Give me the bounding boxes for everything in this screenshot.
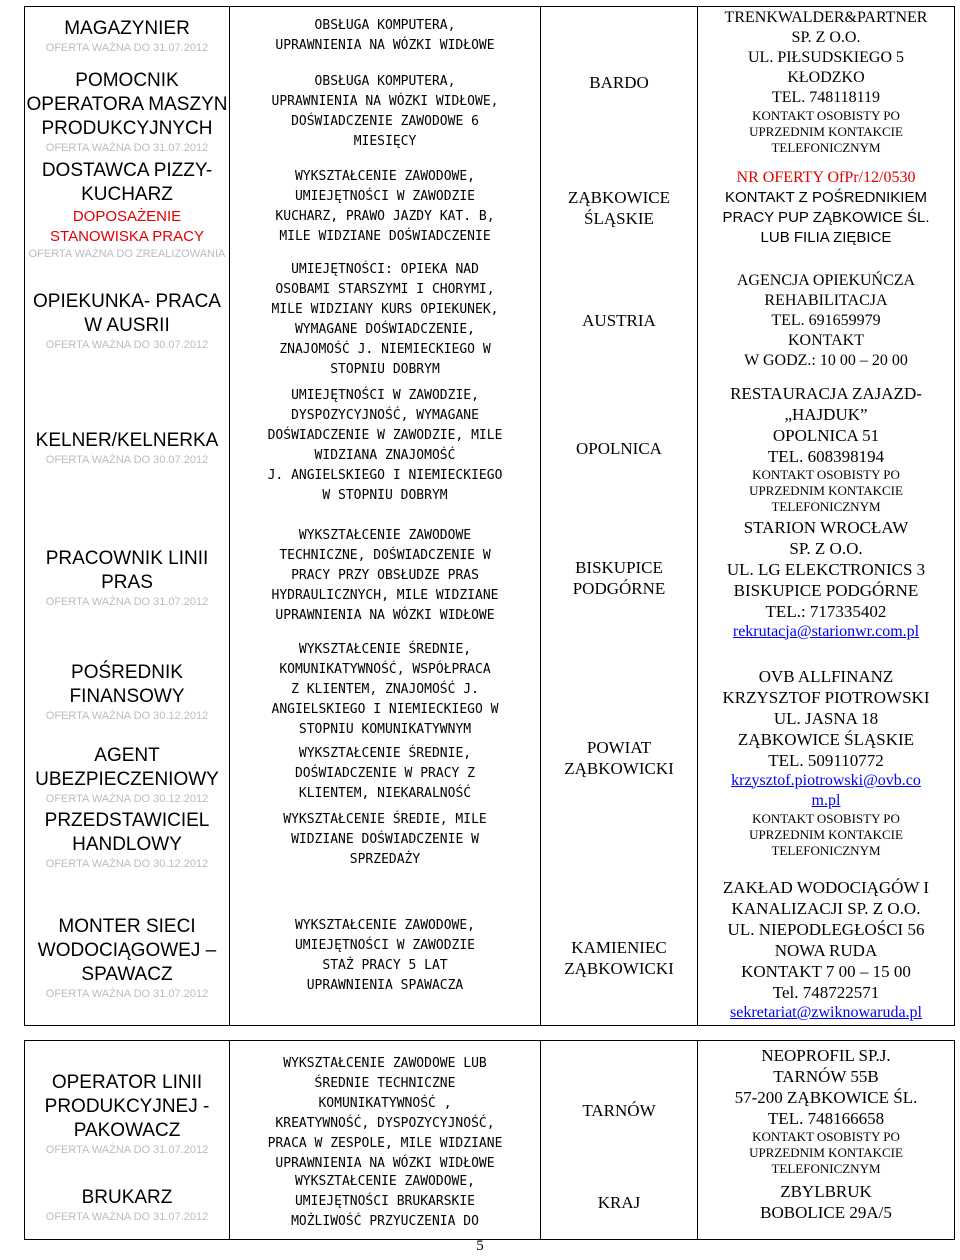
contact-line: ZĄBKOWICE ŚLĄSKIE [737,729,915,749]
job-title: KELNER/KELNERKA [35,430,219,451]
workplace-name: OPOLNICA [576,438,662,458]
contact-note: UPRZEDNIM KONTAKCIE [749,826,903,842]
requirement-line: PRACA W ZESPOLE, MILE WIDZIANE [267,1136,503,1151]
contact-note: TELEFONICZNYM [771,499,881,514]
contact-note: UPRZEDNIM KONTAKCIE [749,483,903,498]
requirements-block [230,72,540,152]
contact-neoprofil [698,1044,954,1178]
job-title-block [25,66,229,158]
requirement-line: WYKSZTAŁCENIE ŚREDNIE, [298,746,472,761]
contact-line: KONTAKT 7 00 – 15 00 [741,962,911,981]
workplace [541,70,697,94]
contact-agencja [698,270,954,372]
job-title: POMOCNIK [75,70,179,91]
requirement-line: MILE WIDZIANE DOŚWIADCZENIE [279,229,491,244]
contact-note: KONTAKT OSOBISTY PO [752,810,900,826]
contact-note: TELEFONICZNYM [771,140,881,155]
workplace-name: ZĄBKOWICE [568,188,670,207]
job-title: AGENT [94,745,160,766]
requirement-line: DOŚWIADCZENIE ZAWODOWE 6 [291,114,479,129]
requirement-line: SPRZEDAŻY [349,852,421,867]
contact-line: TEL.: 717335402 [765,601,887,621]
requirement-line: MILE WIDZIANY KURS OPIEKUNEK, [271,302,499,317]
job-title-block [25,426,229,470]
requirement-line: WIDZIANE DOŚWIADCZENIE W [291,832,479,847]
contact-line: OPOLNICA 51 [772,426,880,445]
requirement-line: KUCHARZ, PRAWO JAZDY KAT. B, [275,209,495,224]
email-link[interactable]: rekrutacja@starionwr.com.pl [732,622,920,640]
contact-line: UL. LG ELEKCTRONICS 3 [726,559,926,579]
contact-line: UL. PIŁSUDSKIEGO 5 [748,49,904,66]
workplace-name: ZĄBKOWICKI [564,759,674,778]
offer-reference-number: NR OFERTY OfPr/12/0530 [736,169,916,186]
requirement-line: STOPNIU KOMUNIKATYWNYM [298,722,472,737]
job-title-block [25,1070,229,1158]
workplace [541,1190,697,1214]
contact-line: REHABILITACJA [764,292,888,309]
job-title: WODOCIĄGOWEJ – [37,940,217,961]
job-title: OPIEKUNKA- PRACA [33,291,221,312]
contact-line: NEOPROFIL SP.J. [761,1046,891,1065]
workplace [541,556,697,600]
requirements-block [230,916,540,996]
offer-validity: OFERTA WAŻNA DO 31.07.2012 [45,1144,209,1156]
job-title-block [25,912,229,1004]
requirement-line: TECHNICZNE, DOŚWIADCZENIE W [279,548,491,563]
requirement-line: WYMAGANE DOŚWIADCZENIE, [294,322,475,337]
contact-hajduk [698,382,954,516]
contact-line: SP. Z O.O. [789,538,863,558]
job-title: KUCHARZ [81,184,173,205]
email-link[interactable]: sekretariat@zwiknowaruda.pl [730,1004,922,1021]
contact-note: TELEFONICZNYM [771,1161,881,1176]
contact-line: „HAJDUK” [784,405,868,424]
contact-line: TEL. 748118119 [771,89,881,106]
contact-line: 57-200 ZĄBKOWICE ŚL. [734,1088,918,1107]
contact-line: STARION WROCŁAW [743,517,909,537]
requirement-line: OBSŁUGA KOMPUTERA, [314,74,456,89]
contact-zbylbruk [698,1178,954,1226]
contact-note: PRACY PUP ZĄBKOWICE ŚL. [722,209,930,226]
job-title: BRUKARZ [81,1187,173,1208]
workplace-name: KRAJ [597,1192,641,1212]
contact-line: KANALIZACJI SP. Z O.O. [731,899,921,918]
job-title: PRAS [101,572,153,593]
job-title-block [25,1184,229,1226]
contact-ovb [698,658,954,866]
contact-line: OVB ALLFINANZ [758,666,894,686]
requirements-block [230,260,540,380]
job-title: PRZEDSTAWICIEL [44,810,210,831]
job-title: W AUSRII [84,315,170,336]
requirements-block [230,810,540,870]
requirements-block [230,526,540,626]
requirement-line: J. ANGIELSKIEGO I NIEMIECKIEGO [267,468,503,483]
offer-validity: OFERTA WAŻNA DO 31.07.2012 [45,142,209,154]
requirement-line: MOŻLIWOŚĆ PRZYUCZENIA DO [291,1214,479,1229]
job-title: PRACOWNIK LINII [45,548,209,569]
requirement-line: DOŚWIADCZENIE W PRACY Z [294,766,475,781]
requirement-line: WYKSZTAŁCENIE ZAWODOWE, [294,1174,475,1189]
job-title: OPERATORA MASZYN [26,94,228,115]
requirement-line: WYKSZTAŁCENIE ZAWODOWE, [294,918,475,933]
requirement-line: DYSPOZYCYJNOŚĆ, WYMAGANE [291,408,479,423]
requirement-line: OBSŁUGA KOMPUTERA, [314,18,456,33]
workplace-name: KAMIENIEC [571,938,667,957]
workplace [541,436,697,460]
requirement-line: UPRAWNIENIA NA WÓZKI WIDŁOWE [275,38,495,53]
requirement-line: UMIEJĘTNOŚCI W ZAWODZIE, [291,388,479,403]
requirement-line: WIDZIANA ZNAJOMOŚĆ [314,448,456,463]
offer-validity: OFERTA WAŻNA DO 31.07.2012 [45,42,209,54]
offer-validity: OFERTA WAŻNA DO 30.12.2012 [45,710,209,722]
offer-validity: OFERTA WAŻNA DO 31.07.2012 [45,596,209,608]
requirement-line: W STOPNIU DOBRYM [322,488,448,503]
job-title-block [25,14,229,58]
requirement-line: UMIEJĘTNOŚCI BRUKARSKIE [294,1194,475,1209]
workplace-name: AUSTRIA [582,310,656,330]
contact-line: SP. Z O.O. [791,29,861,46]
offer-validity: OFERTA WAŻNA DO ZREALIZOWANIA [28,248,226,260]
contact-line: BISKUPICE PODGÓRNE [733,580,919,600]
requirements-block [230,386,540,506]
offer-validity: OFERTA WAŻNA DO 30.12.2012 [45,858,209,870]
workplace [541,308,697,332]
requirement-line: STAŻ PRACY 5 LAT [322,958,448,973]
offer-validity: OFERTA WAŻNA DO 31.07.2012 [45,1211,209,1223]
requirement-line: UMIEJĘTNOŚCI W ZAWODZIE [294,189,475,204]
requirement-line: UPRAWNIENIA NA WÓZKI WIDŁOWE [275,608,495,623]
requirement-line: UMIEJĘTNOŚCI W ZAWODZIE [294,938,475,953]
offer-validity: OFERTA WAŻNA DO 30.12.2012 [45,793,209,805]
contact-line: TRENKWALDER&PARTNER [724,9,928,26]
requirement-line: PRACY PRZY OBSŁUDZE PRAS [291,568,479,583]
workplace-name: ŚLĄSKIE [584,209,654,228]
requirement-line: UPRAWNIENIA SPAWACZA [306,978,464,993]
job-title-block [25,741,229,809]
requirements-block [230,167,540,247]
workplace-name: POWIAT [586,738,652,757]
requirement-line: WYKSZTAŁCENIE ZAWODOWE, [294,169,475,184]
job-title: MAGAZYNIER [64,18,190,39]
workplace [541,736,697,780]
requirement-line: WYKSZTAŁCENIE ŚREDIE, MILE [283,812,487,827]
job-title: DOSTAWCA PIZZY- [41,160,213,181]
requirement-line: KOMUNIKATYWNOŚĆ, WSPÓŁPRACA [279,662,491,677]
requirement-line: ZNAJOMOŚĆ J. NIEMIECKIEGO W [279,342,491,357]
workplace-name: BARDO [589,72,649,92]
contact-pup [698,168,954,248]
contact-line: UL. NIEPODLEGŁOŚCI 56 [727,920,925,939]
workplace [541,186,697,230]
job-title-block [25,658,229,726]
workplace-name: PODGÓRNE [572,579,666,598]
contact-note: TELEFONICZNYM [771,842,881,858]
requirements-block [230,640,540,740]
contact-line: TARNÓW 55B [773,1067,879,1086]
requirement-line: ANGIELSKIEGO I NIEMIECKIEGO W [271,702,499,717]
contact-line: KONTAKT [787,332,865,349]
contact-line: TEL. 748166658 [767,1109,885,1128]
job-title: POŚREDNIK [71,662,183,683]
requirements-block [230,1172,540,1232]
offer-validity: OFERTA WAŻNA DO 30.07.2012 [45,454,209,466]
requirement-line: UMIEJĘTNOŚCI: OPIEKA NAD [291,262,479,277]
requirement-line: DOŚWIADCZENIE W ZAWODZIE, MILE [267,428,503,443]
contact-note: KONTAKT Z POŚREDNIKIEM [725,189,927,206]
email-link[interactable]: m.pl [811,791,841,809]
job-title: OPERATOR LINII [51,1072,203,1093]
job-title: PRODUKCYJNYCH [41,118,213,139]
column-divider-1 [229,6,230,1026]
requirements-block [230,744,540,804]
contact-line: TEL. 691659979 [771,312,881,329]
contact-note: UPRZEDNIM KONTAKCIE [749,124,903,139]
workplace [541,936,697,980]
requirement-line: WYKSZTAŁCENIE ZAWODOWE [298,528,472,543]
contact-wodociagi [698,874,954,1026]
contact-starion [698,514,954,644]
job-subsidy-note: DOPOSAŻENIE [72,208,182,225]
requirement-line: MIESIĘCY [353,134,417,149]
job-title: HANDLOWY [72,834,182,855]
email-link[interactable]: krzysztof.piotrowski@ovb.co [731,771,921,789]
requirement-line: KREATYWNOŚĆ, DYSPOZYCYJNOŚĆ, [275,1116,495,1131]
job-title-block [25,806,229,874]
contact-line: RESTAURACJA ZAJAZD- [730,384,922,403]
contact-note: KONTAKT OSOBISTY PO [752,1129,900,1144]
requirement-line: KLIENTEM, NIEKARALNOŚĆ [298,786,472,801]
column-divider-2 [540,6,541,1026]
job-title-block [25,544,229,612]
contact-line: Tel. 748722571 [772,983,880,1002]
contact-line: AGENCJA OPIEKUŃCZA [736,272,916,289]
contact-line: BOBOLICE 29A/5 [760,1203,892,1222]
workplace-name: TARNÓW [582,1100,656,1120]
job-title: PAKOWACZ [73,1120,181,1141]
requirement-line: WYKSZTAŁCENIE ZAWODOWE LUB [283,1056,487,1071]
job-title: PRODUKCYJNEJ - [44,1096,210,1117]
requirement-line: HYDRAULICZNYCH, MILE WIDZIANE [271,588,499,603]
job-title-block [25,158,229,262]
workplace [541,1098,697,1122]
requirement-line: WYKSZTAŁCENIE ŚREDNIE, [298,642,472,657]
contact-trenkwalder [698,8,954,156]
offer-validity: OFERTA WAŻNA DO 31.07.2012 [45,988,209,1000]
job-title: SPAWACZ [81,964,173,985]
contact-note: KONTAKT OSOBISTY PO [752,467,900,482]
requirement-line: UPRAWNIENIA NA WÓZKI WIDŁOWE, [271,94,499,109]
contact-line: KRZYSZTOF PIOTROWSKI [722,687,930,707]
job-title-block [25,286,229,356]
requirement-line: STOPNIU DOBRYM [330,362,440,377]
offer-validity: OFERTA WAŻNA DO 30.07.2012 [45,339,209,351]
contact-note: UPRZEDNIM KONTAKCIE [749,1145,903,1160]
contact-line: TEL. 608398194 [767,447,885,466]
workplace-name: BISKUPICE [575,558,663,577]
requirement-line: KOMUNIKATYWNOŚĆ , [318,1096,452,1111]
requirement-line: ŚREDNIE TECHNICZNE [314,1076,456,1091]
contact-line: ZBYLBRUK [780,1182,872,1201]
contact-line: ZAKŁAD WODOCIĄGÓW I [722,878,930,897]
contact-line: W GODZ.: 10 00 – 20 00 [744,352,908,369]
page-number: 5 [476,1238,484,1254]
contact-line: UL. JASNA 18 [773,708,879,728]
requirement-line: Z KLIENTEM, ZNAJOMOŚĆ J. [291,682,479,697]
contact-note: LUB FILIA ZIĘBICE [760,229,892,246]
job-title: FINANSOWY [69,686,185,707]
workplace-name: ZĄBKOWICKI [564,959,674,978]
job-title: UBEZPIECZENIOWY [35,769,219,790]
contact-note: KONTAKT OSOBISTY PO [752,108,900,123]
contact-line: NOWA RUDA [774,941,878,960]
requirements-block [230,16,540,56]
contact-line: KŁODZKO [787,69,865,86]
job-title: MONTER SIECI [58,916,196,937]
requirement-line: OSOBAMI STARSZYMI I CHORYMI, [275,282,495,297]
contact-line: TEL. 509110772 [768,750,884,770]
job-subsidy-note: STANOWISKA PRACY [50,228,204,245]
requirements-block [230,1054,540,1174]
requirement-line: UPRAWNIENIA NA WÓZKI WIDŁOWE [275,1156,495,1171]
